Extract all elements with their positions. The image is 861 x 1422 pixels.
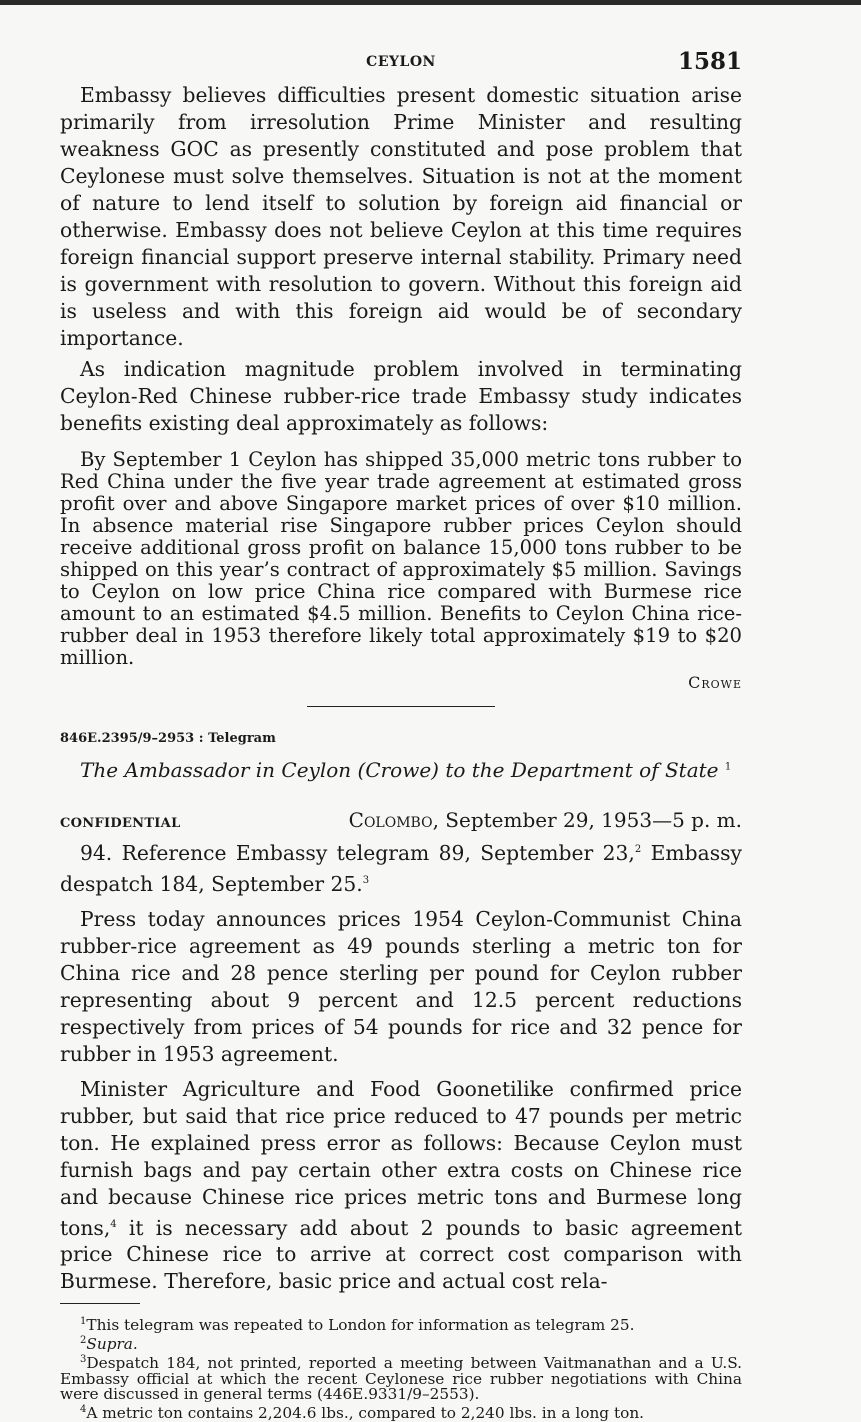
section-separator — [307, 706, 495, 707]
telegram-paragraph-3 — [60, 1076, 742, 1296]
dateline — [60, 804, 742, 834]
page-number: 1581 — [677, 48, 742, 75]
telegram-paragraph-3-part-a: Minister Agriculture and Food Goonetilike confirmed price rubber, but said that rice price reduced to 47 pounds per metric ton. He explained press error as follows: Because Ceylon must furnish bags and pay certain other extra costs on Chinese rice and because Chinese rice prices metric tons and Burmese long tons, — [60, 1076, 742, 1240]
footnote-1 — [60, 1314, 742, 1333]
footnote-4-text: A metric ton contains 2,204.6 lbs., compared to 2,240 lbs. in a long ton. — [86, 1403, 645, 1422]
footnote-4-marker: 4 — [80, 1403, 87, 1415]
document-page — [60, 48, 742, 1421]
top-border-rule — [0, 0, 861, 5]
telegram-paragraph-1-part-a: 94. Reference Embassy telegram 89, September 23, — [80, 840, 635, 865]
running-head — [60, 48, 742, 82]
footnote-4 — [60, 1402, 742, 1421]
footnote-2-marker: 2 — [80, 1335, 87, 1347]
telegram-paragraph-1-part-b: Embassy despatch 184, September 25. — [60, 840, 742, 896]
footnote-1-text: This telegram was repeated to London for information as telegram 25. — [86, 1316, 635, 1335]
telegram-paragraph-2: Press today announces prices 1954 Ceylon-Communist China rubber-rice agreement as 49 pounds sterling a metric ton for China rice and 28 pence sterling per pound for Ceylon rubber representing about 9 percent and 12.5 percent reductions respectively from prices of 54 pounds for rice and 32 pence for rubber in 1953 agreement. — [60, 906, 742, 1066]
footnote-2-text: Supra. — [86, 1335, 138, 1354]
file-reference: 846E.2395/9–2953 : Telegram — [60, 731, 276, 746]
footnote-1-marker: 1 — [80, 1316, 87, 1328]
footnote-marker-2: 2 — [634, 844, 642, 855]
telegram-paragraph-1 — [60, 836, 742, 898]
footnote-rule — [60, 1303, 140, 1304]
block-quote: By September 1 Ceylon has shipped 35,000 metric tons rubber to Red China under the five year trade agreement at estimated gross profit over and above Singapore market prices of over $10 million. In absence material rise Singapore rubber prices Ceylon should receive additional gross profit on balance 15,000 tons rubber to be shipped on this year’s contract of approximately $5 million. Savings to Ceylon on low price China rice compared with Burmese rice amount to an estimated $4.5 million. Benefits to Ceylon China rice-rubber deal in 1953 therefore likely total approximately $19 to $20 million. — [60, 448, 742, 669]
signature: Crowe — [688, 673, 742, 692]
footnote-3-marker: 3 — [80, 1354, 87, 1366]
classification: CONFIDENTIAL — [60, 816, 181, 831]
heading-footnote-marker: 1 — [724, 761, 732, 773]
date: , September 29, 1953—5 p. m. — [432, 808, 742, 832]
footnote-3-text: Despatch 184, not printed, reported a meeting between Vaitmanathan and a U.S. Embassy official at which the recent Ceylonese rice rubber negotiations with China were discussed in general terms (446E.9331/9–2553). — [60, 1354, 742, 1403]
footnote-3 — [60, 1352, 742, 1401]
intro-paragraph-2: As indication magnitude problem involved in terminating Ceylon-Red Chinese rubber-rice trade Embassy study indicates benefits existing deal approximately as follows: — [60, 357, 742, 435]
footnote-marker-4: 4 — [110, 1218, 117, 1230]
place: Colombo — [348, 808, 433, 832]
telegram-paragraph-3-part-b: it is necessary add about 2 pounds to basic agreement price Chinese rice to arrive at correct cost comparison with Burmese. Therefore, basic price and actual cost rela- — [60, 1215, 742, 1294]
place-date — [349, 808, 742, 832]
intro-paragraph-1: Embassy believes difficulties present domestic situation arise primarily from irresolution Prime Minister and resulting weakness GOC as presently constituted and pose problem that Ceylonese must solve themselves. Situation is not at the moment of nature to lend itself to solution by foreign aid financial or otherwise. Embassy does not believe Ceylon at this time requires foreign financial support preserve internal stability. Primary need is government with resolution to govern. Without this foreign aid is useless and with this foreign aid would be of secondary importance. — [60, 83, 742, 350]
footnote-2 — [60, 1333, 742, 1352]
footnote-marker-3: 3 — [362, 874, 370, 886]
document-heading-text: The Ambassador in Ceylon (Crowe) to the Department of State — [80, 758, 719, 782]
document-heading — [60, 758, 742, 782]
running-title: CEYLON — [366, 54, 436, 70]
